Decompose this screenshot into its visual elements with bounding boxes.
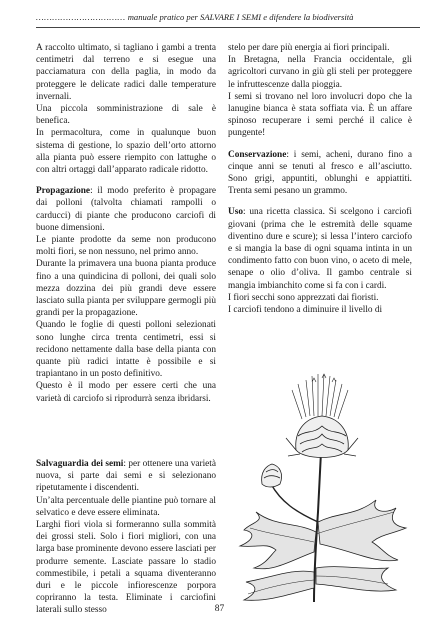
uso-text: : una ricetta classica. Si scelgono i carciofi giovani (prima che le estremità delle squame diventino dure e scure); si lessa l’intero carciofo e si mangia la base di ogni squama intinta in un condimento fatto con buon vino, o aceto di mele, senape o olio d’oliva. Il gambo centrale si mangia imbianchito come si fa con i cardi.	[228, 207, 412, 291]
propagazione-paragraph	[36, 185, 216, 234]
leaves	[240, 500, 406, 600]
running-header	[36, 12, 420, 22]
header-title: manuale pratico per SALVARE I SEMI e difendere la biodiversità	[127, 12, 354, 22]
salvaguardia-text: : per ottenere una varietà nuova, si parte dai semi e si selezionano ripetutamente i discendenti.	[36, 459, 217, 494]
paragraph: In Bretagna, nella Francia occidentale, gli agricoltori curvano in giù gli steli per proteggere le infruttescenze dalla pioggia.	[228, 55, 412, 90]
propagazione-heading: Propagazione	[36, 186, 91, 197]
salvaguardia-heading: Salvaguardia dei semi	[36, 459, 124, 469]
uso-paragraph	[228, 206, 412, 291]
page-number: 87	[214, 604, 225, 614]
paragraph: stelo per dare più energia ai fiori principali.	[228, 43, 390, 53]
salvaguardia-paragraph	[36, 458, 216, 495]
paragraph: In permacoltura, come in qualunque buon sistema di gestione, lo spazio dell’orto attorno alla pianta può essere riempito con lattughe o con altri ortaggi dall’apparato radicale ridotto.	[36, 128, 216, 176]
artichoke-illustration	[226, 372, 416, 602]
propagazione-text: : il modo preferito è propagare dai polloni (talvolta chiamati rampolli o carducci) di piante che producono carciofi di buone dimensioni.	[36, 186, 216, 233]
paragraph: I semi si trovano nel loro involucri dopo che la lanugine bianca è stata soffiata via. È un affare spinoso recuperare i semi perché il calice è pungente!	[228, 91, 412, 139]
left-column-bottom	[36, 458, 216, 617]
conservazione-heading: Conservazione	[228, 149, 287, 160]
flower-head	[286, 374, 358, 458]
paragraph: Questo è il modo per essere certi che una varietà di carciofo si riprodurrà senza ibridarsi.	[36, 381, 216, 404]
paragraph: A raccolto ultimato, si tagliano i gambi a trenta centimetri dal terreno e si esegue una pacciamatura con della paglia, in modo da proteggere le delicate radici dalle temperature invernali.	[36, 43, 216, 102]
paragraph: Larghi fiori viola si formeranno sulla sommità dei grossi steli. Solo i fiori migliori, con una larga base prominente devono essere lasciati per produrre semente. Lasciate passare lo stadio commestibile, i petali a squama diventeranno duri e le piccole infiorescenze porpora copriranno la testa. Eliminate i carciofini laterali sullo stesso	[36, 520, 216, 616]
paragraph: Un’alta percentuale delle piantine può tornare al selvatico e deve essere eliminata.	[36, 495, 216, 518]
conservazione-paragraph	[228, 149, 412, 198]
paragraph: I carciofi tendono a diminuire il livello di	[228, 305, 383, 316]
uso-heading: Uso	[228, 207, 243, 218]
header-dots: ……………………………	[36, 12, 126, 22]
conservazione-text: : i semi, acheni, durano fino a cinque anni se tenuti al fresco e all’asciutto. Sono grigi, appuntiti, oblunghi e appiattiti. Trenta semi pesano un grammo.	[228, 149, 412, 197]
right-column	[228, 42, 412, 316]
paragraph: Una piccola somministrazione di sale è benefica.	[36, 104, 216, 127]
header-rule	[36, 27, 420, 28]
paragraph: Quando le foglie di questi polloni selezionati sono lunghe circa trenta centimetri, essi si recidono nettamente dalla base della pianta con quante più radici intatte è possibile e si trapiantano in un posto definitivo.	[36, 320, 216, 380]
paragraph: Le piante prodotte da seme non producono molti fiori, se non nessuno, nel primo anno.	[36, 235, 216, 258]
left-column	[36, 42, 216, 405]
paragraph: Durante la primavera una buona pianta produce fino a una quindicina di polloni, dei quali solo mezza dozzina dei più grandi deve essere lasciato sulla pianta per sviluppare germogli più grandi per la propagazione.	[36, 259, 216, 319]
paragraph: I fiori secchi sono apprezzati dai fioristi.	[228, 292, 379, 303]
